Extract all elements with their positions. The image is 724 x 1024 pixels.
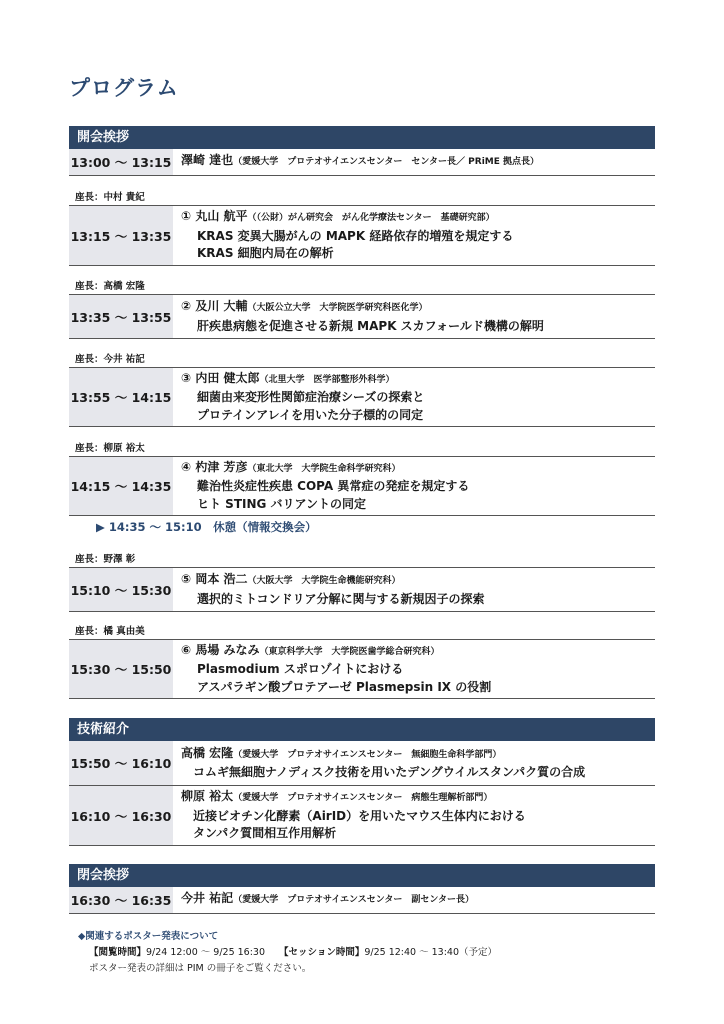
closing-content [181, 887, 655, 913]
talk-content [181, 368, 655, 426]
tech-content [181, 741, 655, 785]
viewing-value: 9/24 12:00 ～ 9/25 16:30 [146, 947, 266, 958]
talk-content [181, 640, 655, 698]
speaker-name: ① 丸山 航平 [181, 209, 248, 224]
speaker-name: 澤崎 達也 [181, 153, 234, 168]
talk-row-2 [69, 294, 655, 339]
time-slot: 16:10 ～ 16:30 [69, 786, 173, 845]
speaker-name: 今井 祐記 [181, 891, 234, 906]
talk-row-1 [69, 205, 655, 266]
chair-label: 座長：高橋 宏隆 [75, 281, 145, 292]
affiliation: （北里大学 医学部整形外科学） [259, 374, 395, 385]
talk-title-line: 近接ビオチン化酵素（AirID）を用いたマウス生体内における [193, 808, 526, 823]
talk-row-6 [69, 639, 655, 699]
speaker-name: ③ 内田 健太郎 [181, 370, 260, 385]
talk-title-line: 難治性炎症性疾患 COPA 異常症の発症を規定する [197, 479, 470, 494]
talk-row-4 [69, 456, 655, 516]
talk-content [181, 295, 655, 338]
talk-title-line: 細菌由来変形性関節症治療シーズの探索と [197, 390, 425, 405]
talk-title-line: アスパラギン酸プロテアーゼ Plasmepsin IX の役割 [197, 679, 492, 694]
talk-title-line: ヒト STING バリアントの同定 [197, 496, 367, 511]
talk-title-line: プロテインアレイを用いた分子標的の同定 [197, 407, 424, 422]
talk-title-line: KRAS 変異大腸がんの MAPK 経路依存的増殖を規定する [197, 228, 514, 243]
affiliation: （愛媛大学 プロテオサイエンスセンター 病態生理解析部門） [233, 793, 493, 804]
talk-content [181, 568, 655, 611]
chair-label: 座長：野澤 彰 [75, 554, 136, 565]
time-slot: 13:00 ～ 13:15 [69, 149, 173, 175]
talk-content [181, 457, 655, 515]
section-header-tech: 技術紹介 [69, 718, 655, 741]
talk-title-line: 肝疾患病態を促進させる新規 MAPK スカフォールド機構の解明 [197, 318, 544, 333]
talk-title-line: タンパク質間相互作用解析 [193, 826, 337, 841]
speaker-name: 柳原 裕太 [181, 789, 234, 804]
speaker-name: ④ 杓津 芳彦 [181, 459, 248, 474]
section-header-opening: 開会挨拶 [69, 126, 655, 149]
section-header-closing: 閉会挨拶 [69, 864, 655, 887]
time-slot: 15:30 ～ 15:50 [69, 640, 173, 698]
tech-content [181, 786, 655, 845]
poster-note-times [89, 944, 497, 958]
affiliation: （東京科学大学 大学院医歯学総合研究科） [259, 646, 440, 657]
time-slot: 15:50 ～ 16:10 [69, 741, 173, 785]
chair-label: 座長：柳原 裕太 [75, 443, 145, 454]
tech-row-1 [69, 741, 655, 786]
chair-label: 座長：橘 真由美 [75, 626, 145, 637]
speaker-name: ⑤ 岡本 浩二 [181, 572, 248, 586]
session-label: 【セッション時間】 [279, 947, 365, 958]
time-slot: 13:15 ～ 13:35 [69, 206, 173, 265]
affiliation: （大阪大学 大学院生命機能研究科） [247, 576, 401, 586]
opening-row [69, 149, 655, 176]
talk-content [181, 206, 655, 265]
talk-title-line: KRAS 細胞内局在の解析 [197, 246, 334, 261]
speaker-name: 高橋 宏隆 [181, 745, 234, 760]
affiliation: （東北大学 大学院生命科学研究科） [247, 463, 401, 474]
time-slot: 13:35 ～ 13:55 [69, 295, 173, 338]
talk-title-line: Plasmodium スポロゾイトにおける [197, 662, 404, 677]
affiliation: （大阪公立大学 大学院医学研究科医化学） [247, 303, 428, 313]
break-label: ▶ 14:35 ～ 15:10 休憩（情報交換会） [96, 520, 317, 534]
talk-row-3 [69, 367, 655, 427]
affiliation: （愛媛大学 プロテオサイエンスセンター 副センター長） [233, 895, 475, 906]
session-value: 9/25 12:40 ～ 13:40（予定） [364, 947, 497, 958]
talk-title-line: コムギ無細胞ナノディスク技術を用いたデングウイルスタンパク質の合成 [193, 765, 586, 779]
closing-row [69, 887, 655, 914]
chair-label: 座長：中村 貴紀 [75, 192, 145, 203]
poster-note-detail: ポスター発表の詳細は PIM の冊子をご覧ください。 [89, 963, 312, 974]
affiliation: （愛媛大学 プロテオサイエンスセンター センター長／ PRiME 拠点長） [233, 157, 540, 168]
talk-title-line: 選択的ミトコンドリア分解に関与する新規因子の探索 [197, 591, 485, 606]
affiliation: （（公財）がん研究会 がん化学療法センター 基礎研究部） [247, 213, 495, 224]
time-slot: 14:15 ～ 14:35 [69, 457, 173, 515]
time-slot: 13:55 ～ 14:15 [69, 368, 173, 426]
chair-label: 座長：今井 祐記 [75, 354, 145, 365]
speaker-name: ⑥ 馬場 みなみ [181, 642, 260, 657]
time-slot: 16:30 ～ 16:35 [69, 887, 173, 913]
speaker-name: ② 及川 大輔 [181, 299, 248, 313]
affiliation: （愛媛大学 プロテオサイエンスセンター 無細胞生命科学部門） [233, 749, 502, 760]
poster-note-heading: ◆関連するポスター発表について [78, 931, 219, 942]
talk-row-5 [69, 567, 655, 612]
time-slot: 15:10 ～ 15:30 [69, 568, 173, 611]
opening-content [181, 149, 655, 175]
page-title: プログラム [69, 76, 179, 100]
tech-row-2 [69, 786, 655, 846]
viewing-label: 【閲覧時間】 [89, 947, 147, 958]
